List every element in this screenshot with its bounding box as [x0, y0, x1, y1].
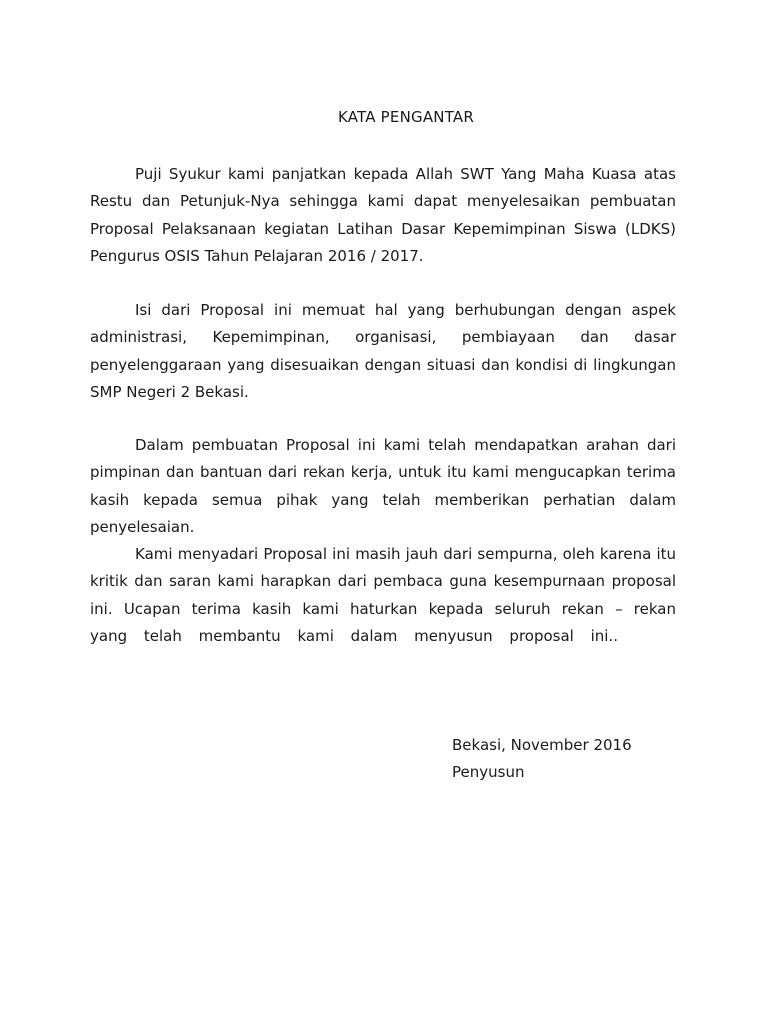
- paragraph-line: yang telah membantu kami dalam menyusun proposal ini..: [90, 626, 618, 645]
- paragraph-line: kasih kepada semua pihak yang telah memberikan perhatian dalam: [90, 490, 676, 509]
- document-title: KATA PENGANTAR: [337, 108, 475, 126]
- paragraph-line: Proposal Pelaksanaan kegiatan Latihan Dasar Kepemimpinan Siswa (LDKS): [90, 219, 676, 238]
- paragraph-opening: [90, 161, 676, 270]
- paragraph-line: Puji Syukur kami panjatkan kepada Allah SWT Yang Maha Kuasa atas: [135, 165, 676, 183]
- paragraph-line: Pengurus OSIS Tahun Pelajaran 2016 / 2017.: [90, 246, 424, 265]
- paragraph-thanks: [90, 432, 676, 541]
- paragraph-line: SMP Negeri 2 Bekasi.: [90, 382, 249, 401]
- paragraph-line: ini. Ucapan terima kasih kami haturkan kepada seluruh rekan – rekan: [90, 599, 676, 618]
- paragraph-line: penyelenggaraan yang disesuaikan dengan situasi dan kondisi di lingkungan: [90, 355, 676, 374]
- paragraph-closing: [90, 541, 676, 650]
- paragraph-content: [90, 297, 676, 406]
- signature-place-date: Bekasi, November 2016: [452, 736, 632, 754]
- paragraph-line: kritik dan saran kami harapkan dari pembaca guna kesempurnaan proposal: [90, 572, 676, 591]
- signature-role: Penyusun: [452, 763, 525, 781]
- paragraph-line: administrasi, Kepemimpinan, organisasi, pembiayaan dan dasar: [90, 328, 676, 347]
- paragraph-line: pimpinan dan bantuan dari rekan kerja, untuk itu kami mengucapkan terima: [90, 463, 676, 482]
- paragraph-line: penyelesaian.: [90, 517, 195, 536]
- paragraph-line: Dalam pembuatan Proposal ini kami telah mendapatkan arahan dari: [135, 436, 676, 454]
- paragraph-line: Isi dari Proposal ini memuat hal yang berhubungan dengan aspek: [135, 301, 676, 319]
- paragraph-line: Restu dan Petunjuk-Nya sehingga kami dapat menyelesaikan pembuatan: [90, 192, 676, 211]
- paragraph-line: Kami menyadari Proposal ini masih jauh dari sempurna, oleh karena itu: [135, 545, 676, 563]
